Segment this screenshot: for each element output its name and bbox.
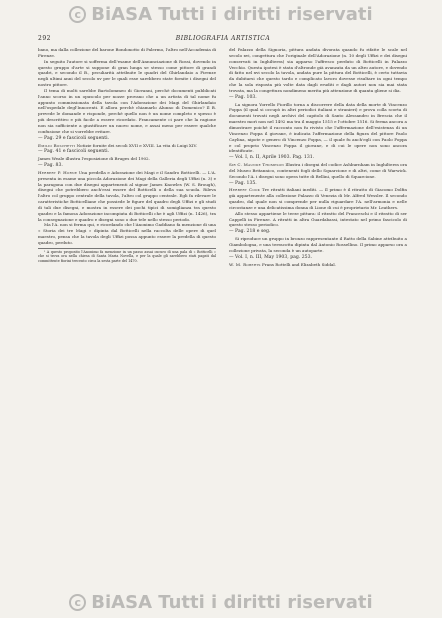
- reference-text: Frans Rottelli and Elizabeth Siddal.: [262, 261, 337, 267]
- body-paragraph: del Palazzo della Signoria, pittura andata divorata quando fu rifatte le scale nel secolo xvi, congettura che l'originale dell'Adorazione (n. 10 degli Uffizi e dei disegni conservati in Inghilterra) sia apparso l'affresco perduto di Botticelli in Palazzo Vecchio. Questa ipotesi è stata d'altronde già avanzata da un altro autore, e dovendo di fatto nel xvi secolo la tavola, andata pure la pittura del Botticelli, è certo tuttavia da dubitarsi che questo tardo e complicato lavoro dovesse risultare in ogni tempo che la sola risposta più volte data dagli eruditi e dagli autori non sia mai stata trovata, ma la congettura nondimeno merita più attenzione di quanta gliene si dia.: [229, 47, 407, 93]
- left-column: [38, 47, 216, 263]
- body-paragraph: Allo stesso appartiene le terze pittura: il ritratto del Franceschi e il ritratto di ser Cappelli in Firenze. A ritratti in altra Guardabassi, intestato nel primo fascicolo di questo stesso periodico.: [229, 210, 407, 228]
- running-head: [38, 35, 408, 45]
- reference-text: Notizie fornite dei secoli XVII e XVIII. La vita di Luigi XIV.: [76, 142, 197, 148]
- citation-heading: — Pag. 41 e fascicoli seguenti.: [38, 149, 110, 155]
- reference-entry: [38, 143, 216, 149]
- reference-entry: [38, 156, 216, 162]
- author-name: W. M. Roberts: [229, 261, 261, 267]
- reference-entry: [229, 162, 407, 180]
- copyright-icon: c: [69, 6, 86, 23]
- watermark-text: BiASA Tutti i diritti riservati: [91, 591, 373, 613]
- running-title: BIBLIOGRAFIA ARTISTICA: [175, 35, 271, 42]
- citation-heading: — Vol. I, n. II, Aprile 1903. Pag. 131.: [229, 155, 315, 161]
- watermark-top: [0, 2, 442, 26]
- reference-entry: [38, 170, 216, 223]
- reference-text: Tre ritratti italiani inediti. — Il primo è il ritratto di Giacomo Dolfin già appartenente alla collezione Palazzo di Venezia di Mr. Alfred Wessler. Il secondo quadro, dal quale non si comprende per nulla riguardare l'A. nell'armonia e nelle circostanze e una delicatissima donna di Lione di cui è proprietario Mr. Leathers.: [229, 187, 407, 210]
- author-name: Emilio Boschetti: [38, 142, 76, 148]
- reference-text: Una predella e Adorazione dei Magi e il Sandro Botticelli. — L'A. presenta in esame una piccola Adorazione dei Magi della Galleria degli Uffizi (n. 3) e la paragona con due disegni appartenenti al signor James Knowles (W. S. Brough), disegni che potrebbero anch'essi essere del Botticelli o della sua scuola. Rileva l'altro col gruppo centrale della tavola, l'altro col gruppo centrale. Egli fa rilevare le caratteristiche Botticelliane che possiede le figure del quadro degli Uffizi e gli studi di tali due disegni, e mostra in essere dei pochi tipici di somiglianza tra questo quadro e la famosa Adorazione incompiuta di Botticelli che è agli Uffizi (n. 1426), tra la consegnazione e quadro e disegni sono o due tele nello stesso periodo.: [38, 169, 216, 222]
- right-column: [229, 47, 407, 267]
- reference-text: Illustra i disegni del codice Ashburnham in Inghilterra ora del Museo Britannico, contenenti fogli dello Squarcione e di altri, come di Warwick. Secondo l'A. i disegni sono opera tutte di Bellini, quello di Squarcione.: [229, 162, 408, 179]
- body-paragraph: Ma l'A. non si ferma qui, e ricordando che l'Anonimo Gaddiano fa menzione di una « Storia dei tre Magi » dipinta dal Botticelli nella raccolta delle opere di quel maestro, pensa che la tavola degli Uffizi possa appunto essere la predella di questo quadro, perduto.: [38, 222, 216, 245]
- watermark-bottom: [0, 590, 442, 614]
- author-name: Herbert Cook: [229, 187, 261, 193]
- citation-heading: — Vol. I, n. III, May 1903, pag. 253.: [229, 254, 312, 260]
- page-number: 292: [38, 35, 51, 42]
- citation-heading: — Pag. 135.: [229, 180, 257, 186]
- citation-heading: — Pag. 103.: [229, 94, 257, 100]
- footnote: ¹ A questo proposito l'Anonimo fa menzione in un passo assai oscuro di una pala di « Botticelli » che si trova ora nella chiesa di Santa Maria Novella, e per la quale gli sarebbero stati pagati dal committente fiorini trecento circa la sesta parte del 1470.: [38, 249, 216, 263]
- author-name: Herbert P. Horne: [38, 169, 78, 175]
- copyright-icon: c: [69, 594, 86, 611]
- citation-heading: — Pag. 83.: [38, 163, 63, 169]
- body-paragraph: bano, ma dalla collezione del barone Bondonotto di Palermo, l'altro nell'Accademia di Firenze.: [38, 47, 216, 58]
- body-paragraph: La signora Yorrello Fiorillo torna a discorrere della data della morte di Vincenzo Foppa (il qual si occupò in altri periodici italiani e stranieri) e prova colla scorta di documenti trovati negli archivi del capitolo di Santo Alessandro in Brescia che il maestro morì non nel 1492 ma tra il maggio 1515 e l'ottobre 1516. Si ferma ancora a dimostrare poiché il racconto non fu rivisto che l'affermazione dell'esistenza di un Vincenzo Foppa il giovane, è indicata l'affermazione della figura del pittore Paolo Caylina, nipote e genero di Vincenzo Foppa, — il quale fu anch'egli con Paolo Foppa e col proprio Vincenzo Foppa il giovane, e di cui le opere non sono ancora identificate.: [229, 101, 407, 154]
- reference-entry: [229, 187, 407, 210]
- body-paragraph: In seguito l'autore si sofferma dell'esame dell'Annunciazione di Rossi, dovendo in questo gruppo d'arte si suppone di gran lunga se stesso come pittore di grandi quadri, e secondo il B., peculiarità attribuite le quadri del Ghirlandaio a Firenze negli ultimi anni del secolo xv per le quali esse sarebbero state fornite i disegni del nostro pittore.: [38, 58, 216, 88]
- reference-text: James Weale illustra l'esposizione di Bruges del 1902.: [38, 156, 150, 162]
- body-paragraph: Si riproduce un gruppo in bronzo rappresentante il Ratto della Sabine attribuito a Giambologna, e una terracotta dipinta dal Antonio Rossellino. Il primo apparso ora a collezione privata, la seconda è un autoparte.: [229, 236, 407, 253]
- reference-entry: [229, 262, 407, 268]
- watermark-text: BiASA Tutti i diritti riservati: [91, 3, 373, 25]
- body-paragraph: Il tema di molti sarebbe Bartolommeo di Giovanni, perchè documenti pubblicati l'anno scorso in un opuscolo per nozze provano che a un artista di tal nome fu appunto commissionata della tavola con l'Adorazione dei Magi del Ghirlandaio nell'ospedale degl'Innocenti. E allora perchè chiamarlo Alunno di Domenico? Il B. prevede le domande e risponde, perchè quello non è un nome completo e spesso è più descrittivo e più facile a essere ricordato. Francamente ci pare che la ragione non sia sufficiente a giustificare un nuovo nome, e assai meno per essere qualche confusione che si vorrebbe evitare.: [38, 87, 216, 134]
- citation-heading: — Pag. 218 e seg.: [229, 229, 271, 235]
- citation-heading: — Pag. 29 e fascicoli seguenti.: [38, 135, 110, 141]
- author-name: Sir C. Maunde Thompson: [229, 162, 285, 168]
